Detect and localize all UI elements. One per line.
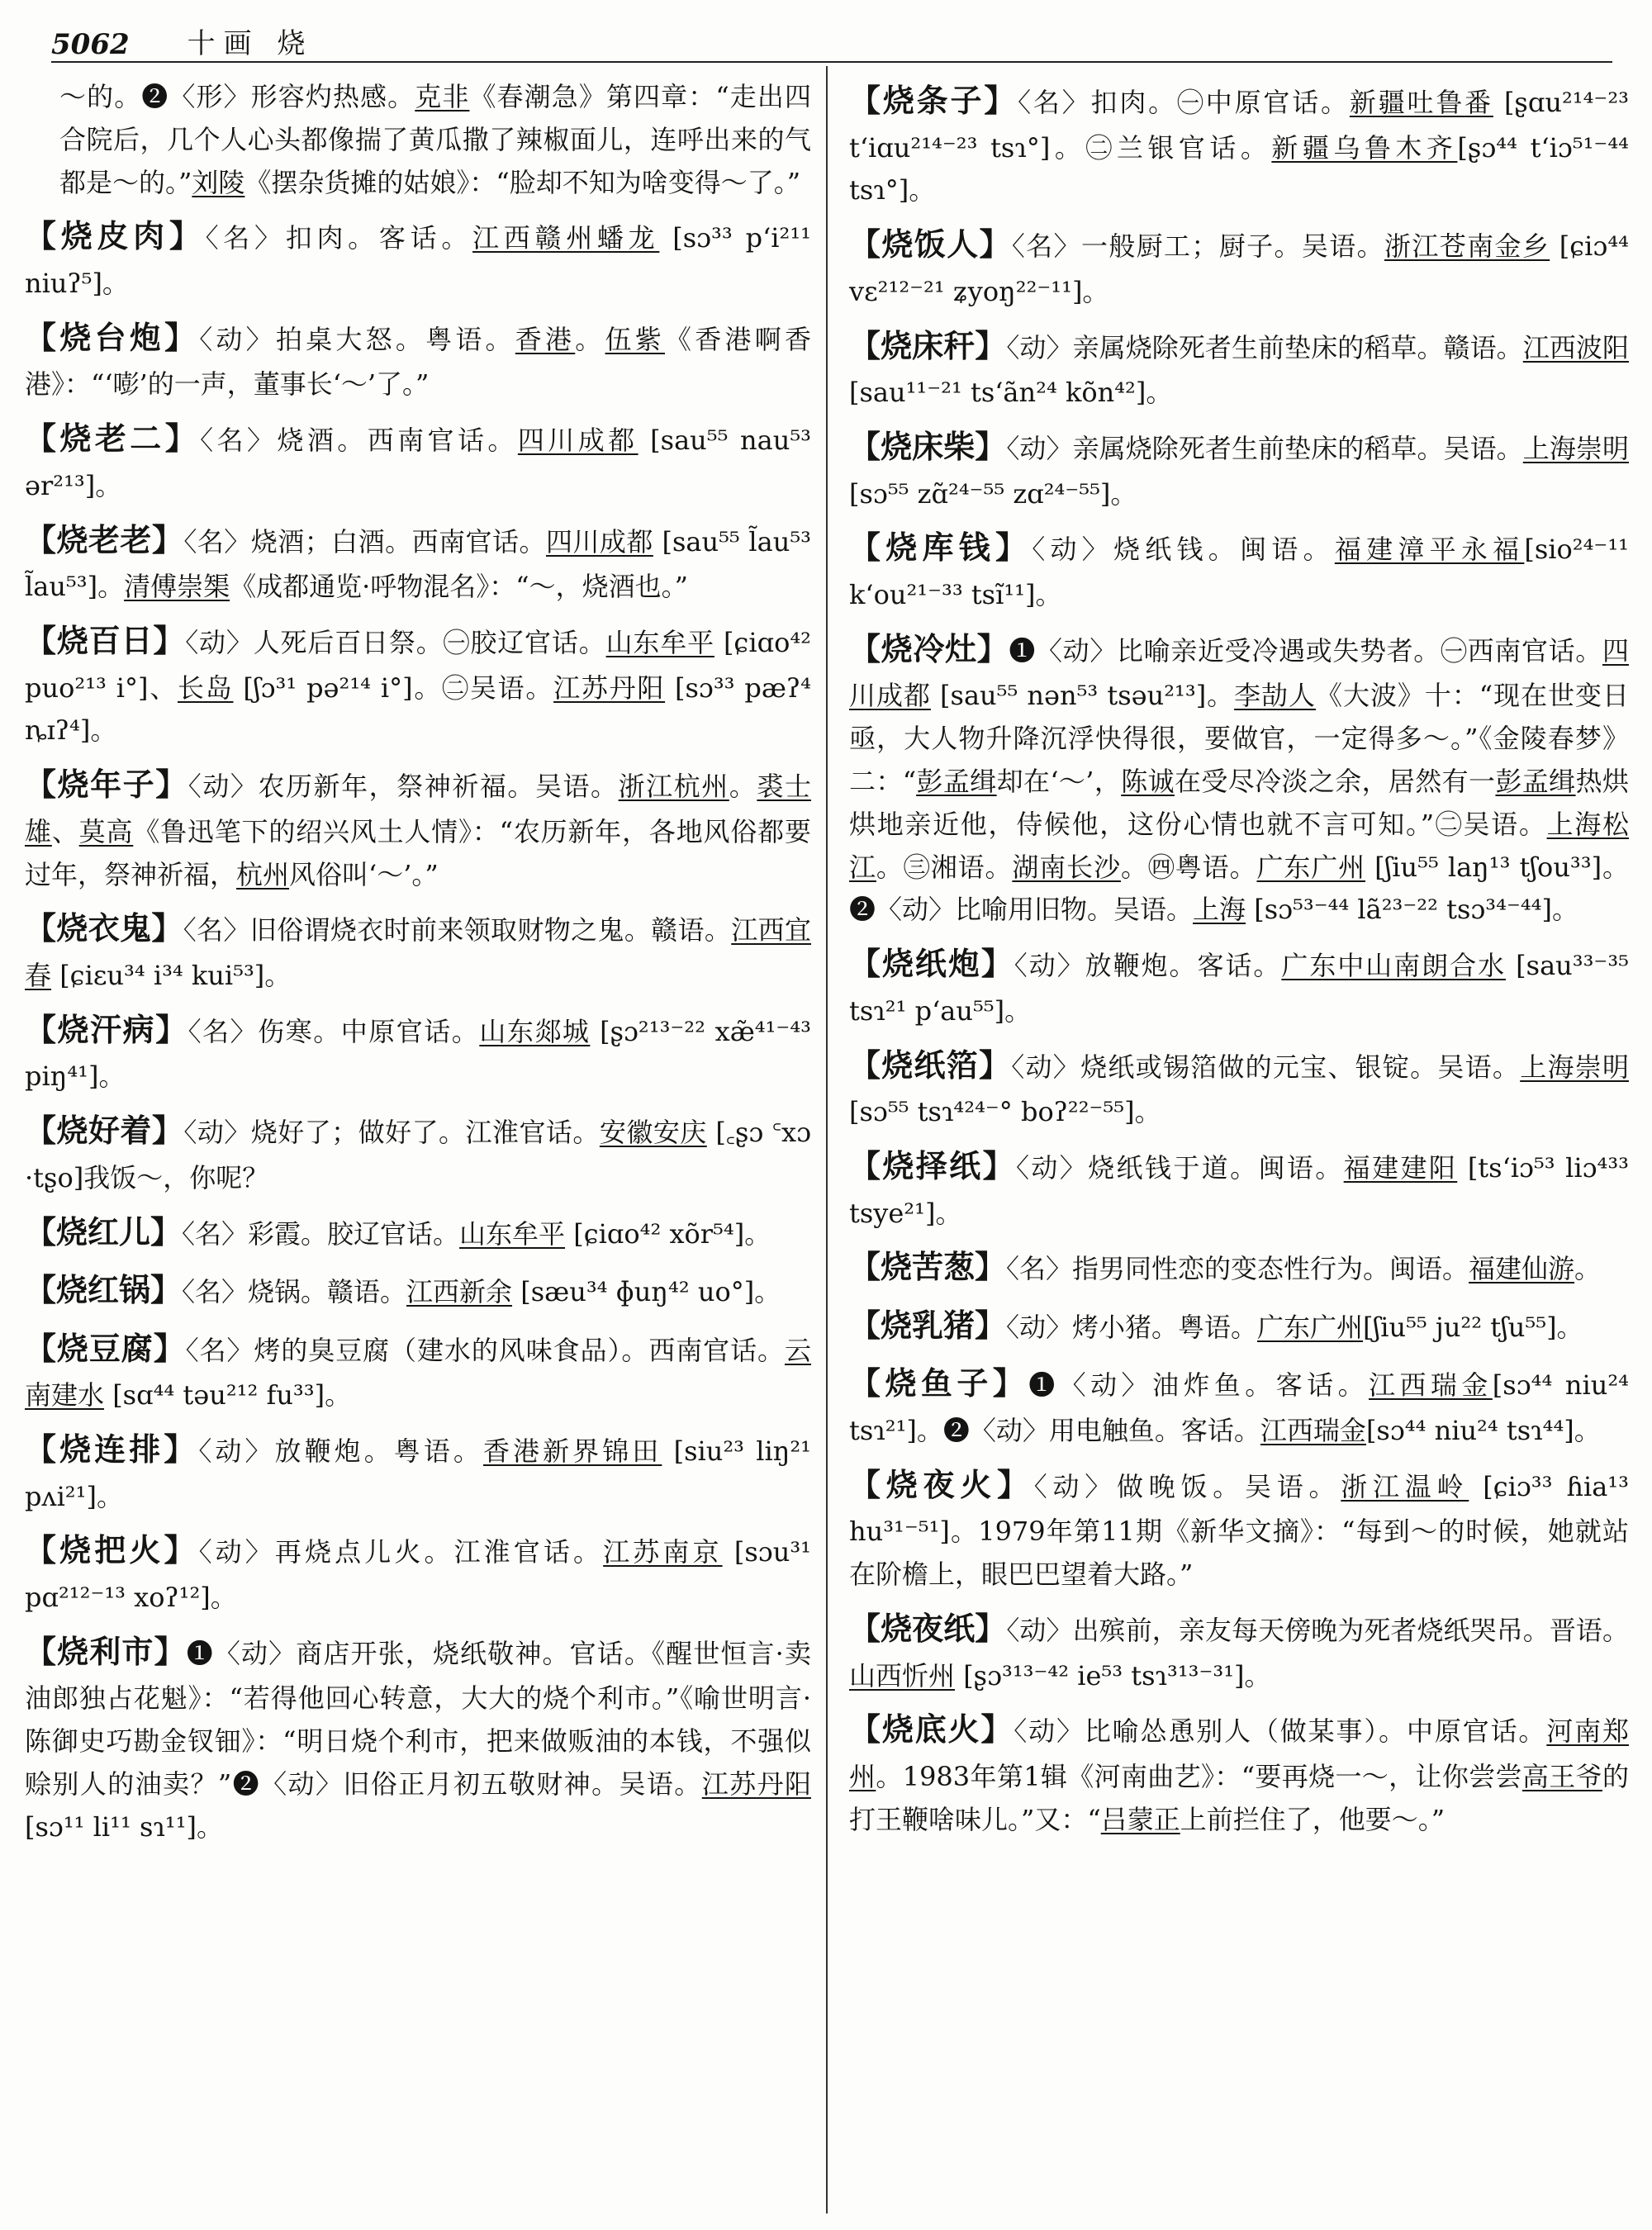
entry-text: 〈动〉比喻怂恿别人（做某事）。中原官话。 [1014, 1715, 1547, 1748]
dictionary-entry-shaopirou [25, 211, 811, 305]
dictionary-entry-shaochuangchai [849, 422, 1629, 515]
place-or-name: 江西赣州蟠龙 [472, 222, 660, 254]
entry-text: [sɔ⁴⁴ niu²⁴ tsɿ⁴⁴]。 [1365, 1414, 1601, 1446]
entry-text: [sɔ¹¹ li¹¹ sɿ¹¹]。 [25, 1810, 224, 1843]
entry-text: [sɔu³¹ pɑ²¹²⁻¹³ xoʔ¹²]。 [25, 1536, 811, 1613]
entry-text: [sau⁵⁵ nau⁵³ ər²¹³]。 [25, 425, 811, 501]
dictionary-entry-shaohonger [25, 1208, 811, 1259]
entry-text: 。㊂湘语。 [876, 851, 1013, 883]
entry-text: 、 [51, 815, 79, 847]
entry-text: [sɑ⁴⁴ təu²¹² fu³³]。 [104, 1379, 352, 1412]
place-or-name: 四川成都 [545, 525, 653, 558]
headword: 【烧饭人】 [849, 226, 1012, 263]
place-or-name: 克非 [415, 81, 470, 112]
entry-text: ❶〈动〉比喻亲近受冷遇或失势者。㊀西南官话。 [1009, 634, 1602, 667]
place-or-name: 香港新界锦田 [482, 1435, 662, 1467]
entry-text: 〈动〉放鞭炮。粤语。 [198, 1435, 483, 1467]
entry-text: [ʂɔ⁴⁴ tʻiɔ⁵¹⁻⁴⁴ tsɿ°]。 [849, 131, 1629, 206]
dictionary-entry-shaodihuo [849, 1705, 1629, 1841]
entry-text: 〈动〉人死后百日祭。㊀胶辽官话。 [185, 626, 606, 658]
entry-text: 。1983年第1辑《河南曲艺》：“要再烧一～，让你尝尝 [876, 1760, 1522, 1792]
place-or-name: 伍紫 [605, 323, 666, 355]
place-or-name: 安徽安庆 [599, 1117, 707, 1149]
entry-text: [ɕiɔ³³ ɦia¹³ hu³¹⁻⁵¹]。1979年第11期《新华文摘》：“每到～的时候，她就站在阶檐上，眼巴巴望着大路。” [849, 1470, 1629, 1591]
section-title: 十画 烧 [187, 27, 314, 60]
entry-text: 〈动〉出殡前，亲友每天傍晚为死者烧纸哭吊。晋语。 [1006, 1615, 1629, 1647]
entry-text: 〈动〉放鞭炮。客话。 [1014, 950, 1282, 982]
entry-text: [sau⁵⁵ l̃au⁵³ l̃au⁵³]。 [25, 525, 811, 603]
entry-text: [ɕiɑo⁴² puo²¹³ i°]、 [25, 626, 811, 704]
dictionary-entry-shaokucong [849, 1242, 1629, 1293]
headword: 【烧库钱】 [849, 529, 1032, 567]
headword: 【烧床柴】 [849, 428, 1007, 465]
entry-text: 风俗叫‘～’。” [289, 858, 439, 890]
headword: 【烧老二】 [25, 420, 201, 458]
entry-text: 〈动〉烧纸或锡箔做的元宝、银锭。吴语。 [1011, 1051, 1521, 1083]
dictionary-entry-shaoyehuo [849, 1460, 1629, 1597]
entry-text: ❶〈动〉油炸鱼。客话。 [1028, 1369, 1370, 1402]
entry-text: 〈动〉拍桌大怒。粤语。 [199, 323, 515, 355]
place-or-name: 清傅崇榘 [124, 571, 230, 603]
dictionary-entry-shaodoufu [25, 1324, 811, 1417]
entry-text: [ɕiɑo⁴² xõr⁵⁴]。 [565, 1217, 771, 1250]
entry-text: [sɔ³³ pʻi²¹¹ niuʔ⁵]。 [25, 222, 811, 300]
entry-text: [ʃiu⁵⁵ laŋ¹³ tʃou³³]。❷〈动〉比喻用旧物。吴语。 [849, 851, 1629, 926]
dictionary-entry-shaozhibo [849, 1041, 1629, 1134]
headword: 【烧苦葱】 [849, 1249, 1007, 1286]
place-or-name: 杭州 [236, 858, 290, 890]
entry-text: 〈动〉烧纸钱于道。闽语。 [1015, 1151, 1344, 1184]
entry-text: [ʂɑu²¹⁴⁻²³ tʻiɑu²¹⁴⁻²³ tsɿ°]。㊁兰银官话。 [849, 87, 1629, 164]
header-divider [51, 61, 1612, 63]
entry-text: 〈名〉旧俗谓烧衣时前来领取财物之鬼。赣语。 [183, 914, 732, 947]
entry-text: [sio²⁴⁻¹¹ kʻou²¹⁻³³ tsĩ¹¹]。 [849, 534, 1629, 610]
dictionary-entry-shaohanbing [25, 1005, 811, 1098]
entry-text: [ɕiɔ⁴⁴ vɛ²¹²⁻²¹ ʑyoŋ²²⁻¹¹]。 [849, 230, 1629, 307]
dictionary-entry-shaozhipao [849, 939, 1629, 1032]
headword: 【烧台炮】 [25, 319, 200, 356]
place-or-name: 上海松江 [849, 808, 1629, 883]
entry-text: [sɔ⁵⁵ zɑ̃²⁴⁻⁵⁵ zɑ²⁴⁻⁵⁵]。 [849, 477, 1137, 510]
entry-text: 〈动〉烤小猪。粤语。 [1006, 1311, 1258, 1343]
place-or-name: 浙江温岭 [1341, 1470, 1469, 1502]
entry-text: 在受尽冷淡之余，居然有一 [1174, 765, 1496, 797]
place-or-name: 浙江杭州 [618, 771, 729, 803]
place-or-name: 新疆乌鲁木齐 [1271, 131, 1458, 164]
headword: 【烧底火】 [849, 1711, 1014, 1748]
headword: 【烧豆腐】 [25, 1330, 186, 1367]
headword: 【烧皮肉】 [25, 218, 206, 255]
entry-text: 〈动〉农历新年，祭神祈福。吴语。 [188, 771, 619, 803]
headword: 【烧床秆】 [849, 327, 1007, 364]
headword: 【烧老老】 [25, 521, 184, 558]
place-or-name: 彭孟缉 [1495, 765, 1576, 797]
dictionary-entry-shaonianzi [25, 760, 811, 896]
headword: 【烧汗病】 [25, 1011, 188, 1048]
place-or-name: 李劼人 [1234, 680, 1317, 712]
entry-text: 〈名〉彩霞。胶辽官话。 [182, 1217, 460, 1250]
place-or-name: 江西瑞金 [1369, 1369, 1493, 1402]
entry-text: [sɔ³³ pæʔ⁴ ȵɪʔ⁴]。 [25, 671, 811, 747]
dictionary-entry-shaolengzao [849, 624, 1629, 932]
entry-text: [ʂɔ²¹³⁻²² xæ̃⁴¹⁻⁴³ piŋ⁴¹]。 [25, 1015, 811, 1093]
entry-text: 《大波》十：“现在世变日亟，大人物升降沉浮快得很，要做官，一定得多～。”《金陵春梦》二：“ [849, 680, 1629, 797]
headword: 【烧条子】 [849, 83, 1018, 119]
entry-text: 《成都通览·呼物混名》：“～，烧酒也。” [230, 571, 688, 603]
place-or-name: 山东郯城 [479, 1015, 591, 1047]
place-or-name: 陈诚 [1121, 765, 1175, 797]
dictionary-entry-shaoyigui [25, 904, 811, 997]
entry-text: 〈名〉一般厨工；厨子。吴语。 [1011, 230, 1384, 263]
entry-text: 却在‘～’， [996, 765, 1122, 797]
entry-text: 〈动〉做晚饭。吴语。 [1033, 1470, 1341, 1502]
place-or-name: 广东广州 [1256, 851, 1366, 883]
place-or-name: 江西瑞金 [1260, 1414, 1366, 1446]
dictionary-entry-shaobahuo [25, 1525, 811, 1619]
entry-text: 《香港啊香港》：“‘嘭’的一声，董事长‘～’了。” [25, 323, 811, 401]
headword: 【烧乳猪】 [849, 1307, 1007, 1344]
headword: 【烧择纸】 [849, 1147, 1016, 1184]
place-or-name: 江西波阳 [1522, 331, 1629, 363]
entry-text: ～的。❷〈形〉形容灼热感。 [59, 81, 415, 112]
entry-text: 。 [1574, 1253, 1602, 1285]
entry-text: [sɔ⁵⁵ tsɿ⁴²⁴⁻° boʔ²²⁻⁵⁵]。 [849, 1096, 1161, 1128]
place-or-name: 福建建阳 [1343, 1151, 1458, 1184]
headword: 【烧夜纸】 [849, 1611, 1007, 1648]
place-or-name: 江苏南京 [603, 1536, 723, 1568]
headword: 【烧利市】 [25, 1633, 187, 1670]
place-or-name: 新疆吐鲁番 [1349, 87, 1493, 118]
entry-text: 《摆杂货摊的姑娘》：“脸却不知为啥变得～了。” [244, 166, 801, 198]
entry-text: 。 [729, 771, 757, 803]
dictionary-entry-shaochuanggan [849, 321, 1629, 415]
entry-text: [ʃɔ³¹ pə²¹⁴ i°]。㊁吴语。 [233, 671, 554, 704]
entry-text: 的打王鞭啥味儿。”又：“ [849, 1760, 1629, 1835]
entry-text: [sɔ⁴⁴ niu²⁴ tsɿ²¹]。❷〈动〉用电触鱼。客话。 [849, 1369, 1629, 1446]
entry-text: 〈动〉再烧点儿火。江淮官话。 [198, 1536, 604, 1568]
entry-text: 〈名〉烧酒；白酒。西南官话。 [183, 525, 546, 558]
dictionary-entry-shaolaolao [25, 515, 811, 609]
place-or-name: 湖南长沙 [1012, 851, 1121, 883]
dictionary-entry-shaolishi [25, 1627, 811, 1849]
headword: 【烧把火】 [25, 1532, 199, 1569]
right-column [849, 76, 1629, 1849]
place-or-name: 上海 [1193, 894, 1246, 926]
entry-text: [sau³³⁻³⁵ tsɿ²¹ pʻau⁵⁵]。 [849, 950, 1629, 1027]
entry-text: [ʃiu⁵⁵ ju²² tʃu⁵⁵]。 [1363, 1311, 1583, 1343]
entry-text: 〈名〉烧锅。赣语。 [182, 1276, 407, 1308]
dictionary-entry-shaohaozhe [25, 1106, 811, 1199]
place-or-name: 刘陵 [192, 166, 245, 198]
entry-text: ❶〈动〉商店开张，烧纸敬神。官话。《醒世恒言·卖油郎独占花魁》：“若得他回心转意，大大的烧个利市。”《喻世明言·陈御史巧勘金钗钿》：“明日烧个利市，把来做贩油的本钱，不强似赊别人的油卖？”❷〈动〉旧俗正月初五敬财神。吴语。 [25, 1637, 811, 1800]
entry-text: [sɔ⁵³⁻⁴⁴ lã²³⁻²² tsɔ³⁴⁻⁴⁴]。 [1246, 894, 1578, 926]
headword: 【烧红儿】 [25, 1213, 183, 1250]
dictionary-entry-shaoruzhu [849, 1301, 1629, 1352]
entry-text: 《春潮急》第四章：“走出四合院后，几个人心头都像揣了黄瓜撒了辣椒面儿，连呼出来的气都是～的。” [59, 81, 811, 198]
place-or-name: 山西忻州 [849, 1659, 956, 1691]
dictionary-entry-shaohongguo [25, 1265, 811, 1317]
headword: 【烧衣鬼】 [25, 910, 183, 947]
entry-text: 热烘烘地亲近他，侍候他，这份心情也就不言可知。”㊁吴语。 [849, 765, 1629, 840]
place-or-name: 广东中山南朗合水 [1281, 950, 1507, 982]
dictionary-entry-shaoyuzi [849, 1359, 1629, 1452]
headword: 【烧好着】 [25, 1113, 184, 1150]
entry-text: 《鲁迅笔下的绍兴风土人情》：“农历新年，各地风俗都要过年，祭神祈福， [25, 815, 811, 890]
entry-text: [sæu³⁴ ɸuŋ⁴² uo°]。 [512, 1276, 781, 1308]
place-or-name: 彭孟缉 [916, 765, 997, 797]
dictionary-entry-shaotaipao [25, 313, 811, 406]
place-or-name: 江苏丹阳 [701, 1767, 811, 1800]
dictionary-entry-shaolaoer [25, 414, 811, 507]
headword: 【烧年子】 [25, 766, 188, 804]
column-divider [826, 66, 828, 2213]
place-or-name: 福建仙游 [1469, 1253, 1575, 1285]
entry-text: 〈名〉扣肉。客话。 [205, 222, 473, 254]
place-or-name: 山东牟平 [459, 1217, 566, 1250]
entry-text: [꜀ʂɔ ꜂xɔ ·tʂo]我饭～，你呢？ [25, 1117, 811, 1193]
place-or-name: 江西宜春 [25, 914, 811, 991]
place-or-name: 上海崇明 [1520, 1051, 1629, 1083]
entry-text: 〈动〉烧纸钱。闽语。 [1032, 534, 1335, 566]
place-or-name: 四川成都 [849, 634, 1629, 712]
entry-text: 〈名〉伤寒。中原官话。 [188, 1015, 480, 1047]
entry-text: 〈动〉烧好了；做好了。江淮官话。 [183, 1117, 600, 1149]
place-or-name: 四川成都 [517, 425, 638, 457]
place-or-name: 山东牟平 [605, 626, 714, 658]
dictionary-entry-shaokuqian [849, 523, 1629, 616]
entry-text: [sau⁵⁵ nən⁵³ tsəu²¹³]。 [930, 680, 1235, 712]
dictionary-entry-shaobairi [25, 616, 811, 752]
entry-text: [tsʻiɔ⁵³ liɔ⁴³³ tsye²¹]。 [849, 1151, 1629, 1229]
page-header [51, 12, 1612, 61]
place-or-name: 裘士雄 [25, 771, 811, 847]
place-or-name: 上海崇明 [1522, 432, 1629, 464]
entry-text: 〈名〉烧酒。西南官话。 [200, 425, 518, 457]
dictionary-entry-shaoyezhi [849, 1604, 1629, 1697]
headword: 【烧红锅】 [25, 1272, 183, 1309]
entry-text: 。㊃粤语。 [1120, 851, 1257, 883]
page-number: 5062 [51, 28, 130, 61]
place-or-name: 云南建水 [25, 1334, 811, 1412]
entry-text: 上前拦住了，他要～。” [1180, 1803, 1446, 1835]
headword: 【烧纸炮】 [849, 946, 1014, 983]
entry-text: [sau¹¹⁻²¹ tsʻãn²⁴ kõn⁴²]。 [849, 377, 1173, 409]
dictionary-entry-shaotiaozi [849, 76, 1629, 212]
headword: 【烧连排】 [25, 1431, 199, 1468]
place-or-name: 广东广州 [1257, 1311, 1364, 1343]
headword: 【烧纸箔】 [849, 1046, 1012, 1084]
dictionary-entry-shaolianpai [25, 1425, 811, 1518]
entry-text: [ʂɔ³¹³⁻⁴² ie⁵³ tsɿ³¹³⁻³¹]。 [955, 1659, 1271, 1691]
headword: 【烧夜火】 [849, 1466, 1034, 1503]
entry-continuation [25, 76, 811, 204]
entry-text: 〈名〉烤的臭豆腐（建水的风味食品）。西南官话。 [185, 1334, 785, 1366]
entry-text: 〈名〉扣肉。㊀中原官话。 [1018, 87, 1350, 118]
place-or-name: 香港 [515, 323, 576, 355]
place-or-name: 吕蒙正 [1100, 1803, 1180, 1835]
place-or-name: 长岛 [177, 671, 234, 704]
place-or-name: 福建漳平永福 [1334, 534, 1525, 566]
entry-text: 。 [575, 323, 605, 355]
entry-text: 〈动〉亲属烧除死者生前垫床的稻草。吴语。 [1006, 432, 1523, 464]
entry-text: [siu²³ liŋ²¹ pʌi²¹]。 [25, 1435, 811, 1512]
place-or-name: 高王爷 [1521, 1760, 1602, 1792]
place-or-name: 浙江苍南金乡 [1384, 230, 1550, 263]
entry-text: [ɕiɛu³⁴ i³⁴ kui⁵³]。 [51, 959, 292, 991]
entry-text: 〈名〉指男同性恋的变态性行为。闽语。 [1006, 1253, 1469, 1285]
place-or-name: 江苏丹阳 [553, 671, 666, 704]
dictionary-entry-shaofanren [849, 220, 1629, 313]
place-or-name: 莫高 [78, 815, 134, 847]
dictionary-entry-shaozezhi [849, 1141, 1629, 1235]
entry-text: 〈动〉亲属烧除死者生前垫床的稻草。赣语。 [1006, 331, 1523, 363]
place-or-name: 江西新余 [406, 1276, 513, 1308]
headword: 【烧冷灶】 [849, 630, 1009, 667]
headword: 【烧鱼子】 [849, 1365, 1029, 1402]
place-or-name: 河南郑州 [849, 1715, 1629, 1792]
left-column [25, 76, 811, 1857]
headword: 【烧百日】 [25, 622, 186, 659]
